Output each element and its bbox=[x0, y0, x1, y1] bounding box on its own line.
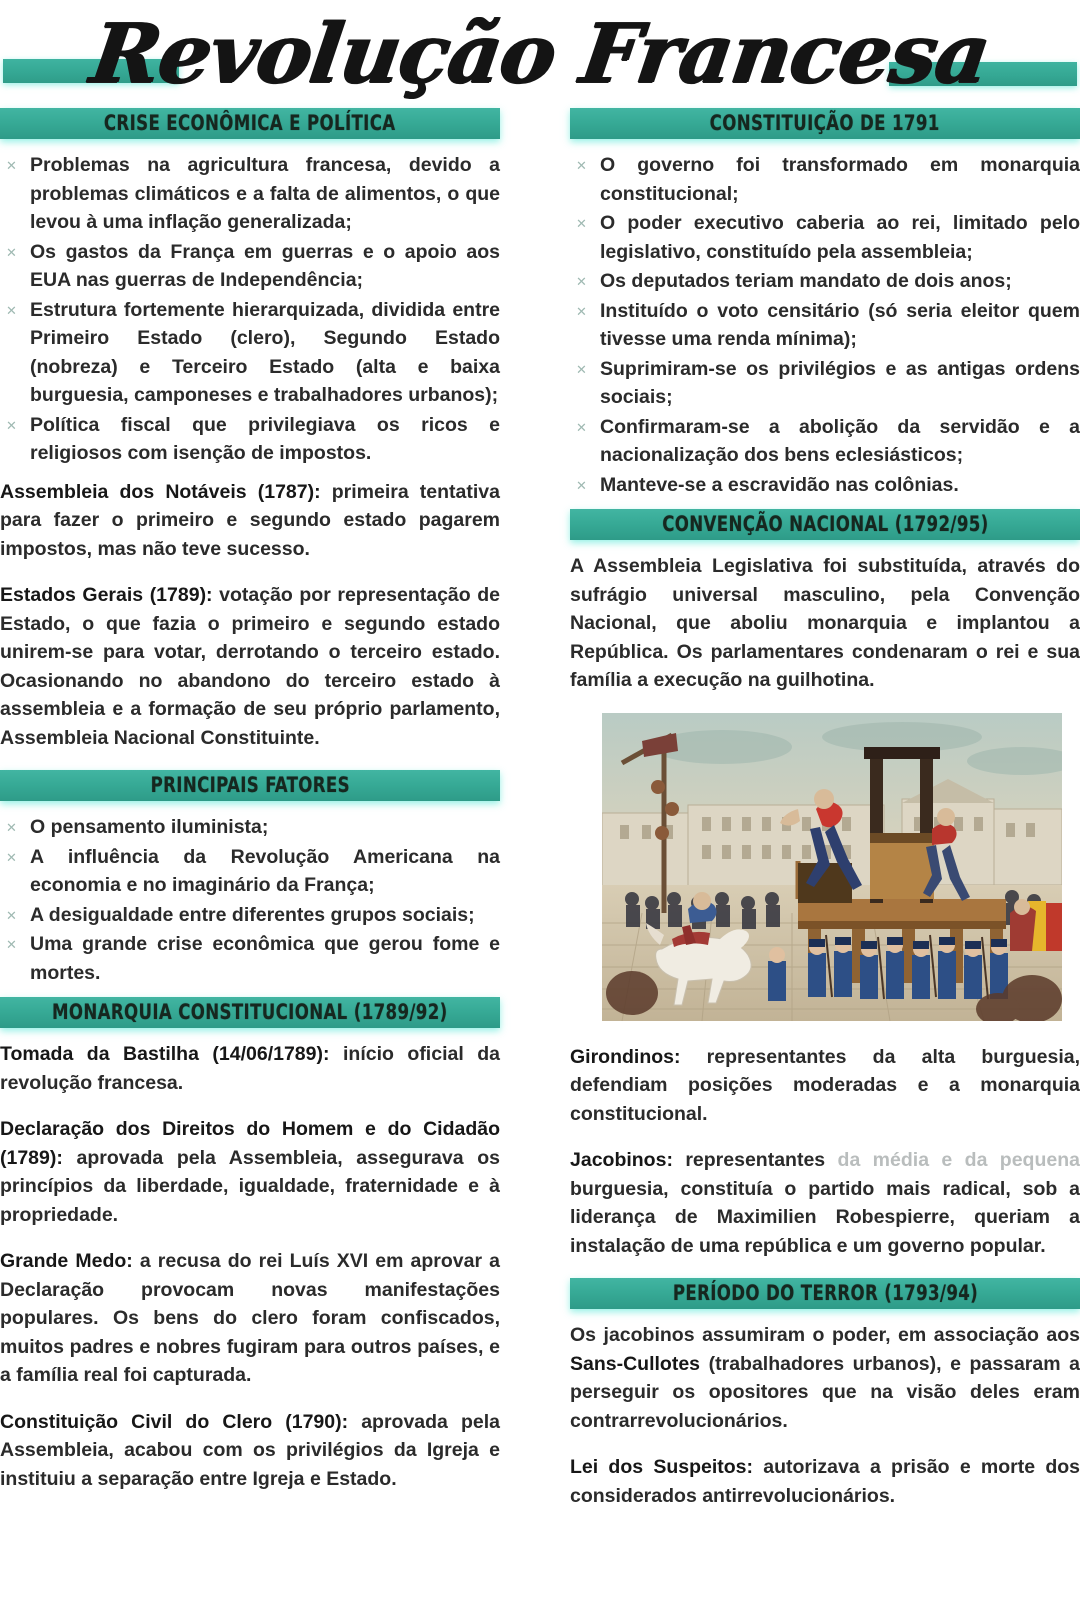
bullet-list bbox=[0, 151, 500, 468]
note-paragraph: Assembleia dos Notáveis (1787): primeira tentativa para fazer o primeiro e segundo estado pagarem impostos, mas não teve sucesso. bbox=[0, 480, 500, 560]
note-paragraph: Girondinos: representantes da alta burguesia, defendiam posições moderadas e a monarquia constitucional. bbox=[570, 1045, 1080, 1125]
page-title: Revolução Francesa bbox=[85, 6, 995, 102]
note-paragraph: Tomada da Bastilha (14/06/1789): início oficial da revolução francesa. bbox=[0, 1043, 501, 1094]
section-header-bar bbox=[570, 509, 1080, 540]
paragraph-term: Estados Gerais (1789): bbox=[0, 584, 213, 606]
bullet-item: ✕ A influência da Revolução Americana na economia e no imaginário da França; bbox=[0, 843, 500, 900]
section-header-label: CONVENÇÃO NACIONAL (1792/95) bbox=[661, 512, 989, 536]
execution-engraving-figure bbox=[602, 713, 1062, 1021]
paragraph-term: Constituição Civil do Clero (1790): bbox=[0, 1410, 349, 1433]
note-paragraph: A Assembleia Legislativa foi substituída, através do sufrágio universal masculino, pela Convenção Nacional, que aboliu monarquia e implantou a República. Os parlamentares condenaram o rei e sua família a execução na guilhotina. bbox=[570, 555, 1080, 691]
paragraph-term: Declaração dos Direitos do Homem e do Cidadão (1789): bbox=[0, 1118, 500, 1169]
bullet-item: ✕ Confirmaram-se a abolição da servidão e a nacionalização dos bens eclesiásticos; bbox=[570, 413, 1080, 470]
paragraph-term: Assembleia dos Notáveis (1787): bbox=[0, 480, 321, 503]
bullet-item: ✕ O pensamento iluminista; bbox=[0, 813, 500, 842]
paragraph-term-inline: Sans-Cullotes bbox=[570, 1352, 701, 1375]
right-column bbox=[570, 108, 1080, 1528]
bullet-item: ✕ Problemas na agricultura francesa, devido a problemas climáticos e a falta de alimentos, o que levou à uma inflação generalizada; bbox=[0, 151, 500, 237]
section-header-label: MONARQUIA CONSTITUCIONAL (1789/92) bbox=[52, 1000, 448, 1024]
note-paragraph: Os jacobinos assumiram o poder, em associação aos Sans-Cullotes (trabalhadores urbanos), e passaram a perseguir os opositores que na visão deles eram contrarrevolucionários. bbox=[570, 1324, 1080, 1432]
bullet-list bbox=[570, 151, 1080, 499]
bullet-item: ✕ Uma grande crise econômica que gerou fome e mortes. bbox=[0, 930, 500, 987]
note-paragraph: Grande Medo: a recusa do rei Luís XVI em aprovar a Declaração provocam novas manifestações populares. Os bens do clero foram confiscados, muitos padres e nobres fugiram para outros países, e a família real foi capturada. bbox=[0, 1250, 500, 1386]
bullet-item: ✕ O governo foi transformado em monarquia constitucional; bbox=[570, 151, 1080, 208]
section-header-bar bbox=[0, 997, 500, 1028]
faded-text: da média e da pequena bbox=[837, 1149, 1080, 1171]
note-paragraph: Estados Gerais (1789): votação por representação de Estado, o que fazia o primeiro e segundo estado unirem-se para votar, derrotando o terceiro estado. Ocasionando no abandono do terceiro estado à assembleia e a formação de seu próprio parlamento, Assembleia Nacional Constituinte. bbox=[0, 584, 501, 749]
paragraph-term: Girondinos: bbox=[570, 1045, 681, 1068]
left-column bbox=[0, 108, 500, 1528]
execution-engraving-image bbox=[602, 713, 1062, 1021]
bullet-item: ✕ Os deputados teriam mandato de dois anos; bbox=[570, 267, 1080, 296]
column-gutter bbox=[500, 108, 570, 1528]
section-header-bar bbox=[0, 770, 500, 801]
content-columns bbox=[0, 108, 1080, 1528]
bullet-item: ✕ Manteve-se a escravidão nas colônias. bbox=[570, 471, 1080, 500]
section-header-label: CONSTITUIÇÃO DE 1791 bbox=[709, 111, 941, 135]
section-header-label: PRINCIPAIS FATORES bbox=[150, 773, 350, 797]
bullet-list bbox=[0, 813, 500, 987]
bullet-item: ✕ Política fiscal que privilegiava os ricos e religiosos com isenção de impostos. bbox=[0, 411, 500, 468]
section-header-label: PERÍODO DO TERROR (1793/94) bbox=[672, 1281, 978, 1305]
section-header-bar bbox=[0, 108, 500, 139]
bullet-item: ✕ A desigualdade entre diferentes grupos sociais; bbox=[0, 901, 500, 930]
section-header-label: CRISE ECONÔMICA E POLÍTICA bbox=[104, 111, 396, 135]
note-paragraph: Lei dos Suspeitos: autorizava a prisão e morte dos considerados antirrevolucionários. bbox=[570, 1456, 1080, 1507]
bullet-item: ✕ O poder executivo caberia ao rei, limitado pelo legislativo, constituído pela assembleia; bbox=[570, 209, 1080, 266]
note-paragraph: Declaração dos Direitos do Homem e do Cidadão (1789): aprovada pela Assembleia, assegurava os princípios da liberdade, igualdade, fraternidade e à propriedade. bbox=[0, 1118, 500, 1226]
section-header-bar bbox=[570, 108, 1080, 139]
note-paragraph: Jacobinos: representantes da média e da pequena burguesia, constituía o partido mais radical, sob a liderança de Maximilien Robespierre, queriam a instalação de uma república e um governo popular. bbox=[570, 1149, 1080, 1257]
paragraph-term: Grande Medo: bbox=[0, 1250, 133, 1272]
bullet-item: ✕ Instituído o voto censitário (só seria eleitor quem tivesse uma renda mínima); bbox=[570, 297, 1080, 354]
section-header-bar bbox=[570, 1278, 1080, 1309]
page-header bbox=[0, 0, 1080, 108]
paragraph-term: Tomada da Bastilha (14/06/1789): bbox=[0, 1043, 330, 1065]
bullet-item: ✕ Estrutura fortemente hierarquizada, dividida entre Primeiro Estado (clero), Segundo Estado (nobreza) e Terceiro Estado (alta e baixa burguesia, camponeses e trabalhadores urbanos); bbox=[0, 296, 500, 410]
bullet-item: ✕ Os gastos da França em guerras e o apoio aos EUA nas guerras de Independência; bbox=[0, 238, 500, 295]
paragraph-term: Lei dos Suspeitos: bbox=[570, 1456, 754, 1478]
note-paragraph: Constituição Civil do Clero (1790): aprovada pela Assembleia, acabou com os privilégios da Igreja e instituiu a separação entre Igreja e Estado. bbox=[0, 1410, 501, 1490]
bullet-item: ✕ Suprimiram-se os privilégios e as antigas ordens sociais; bbox=[570, 355, 1080, 412]
paragraph-term: Jacobinos: bbox=[570, 1149, 673, 1171]
